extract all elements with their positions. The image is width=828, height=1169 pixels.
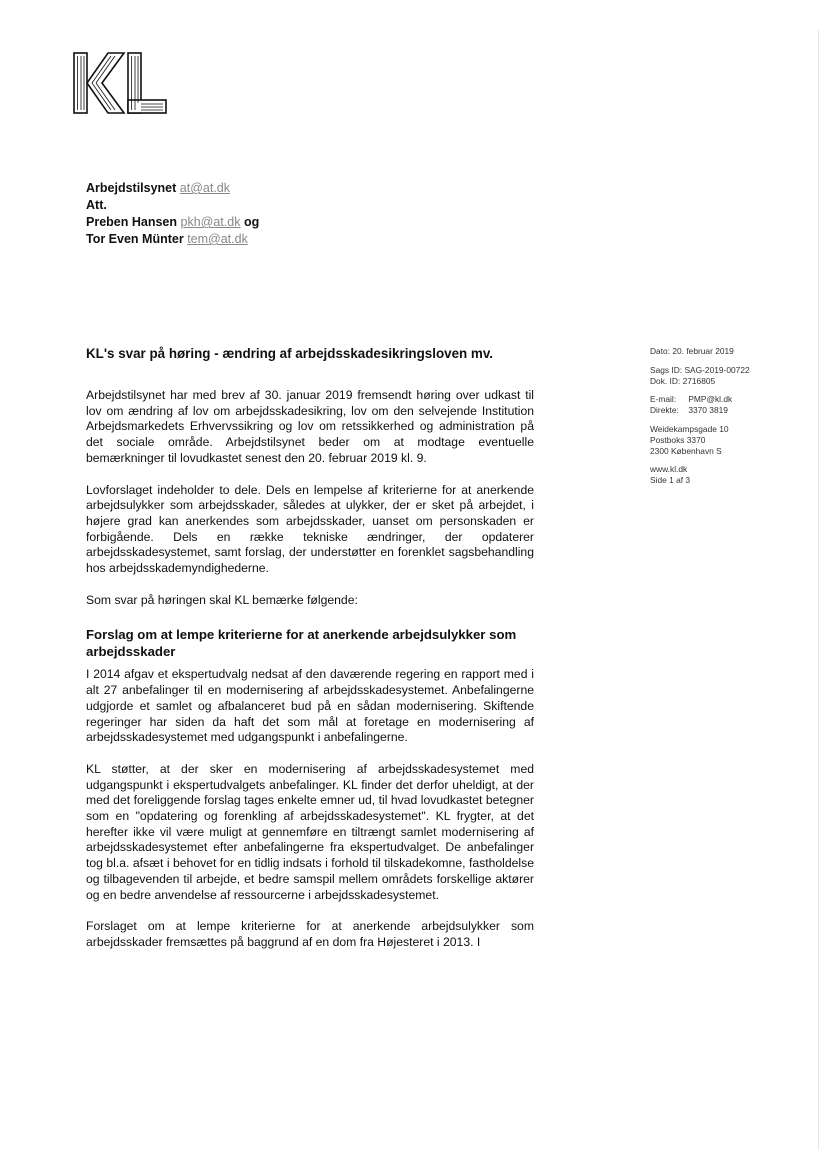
date-value: 20. februar 2019 <box>672 346 734 356</box>
direct-phone-value: 3370 3819 <box>688 405 728 416</box>
date-label: Dato: <box>650 346 671 356</box>
address-line-3: 2300 København S <box>650 445 722 456</box>
page-number: Side 1 af 3 <box>650 475 691 486</box>
email-label: E-mail: <box>650 394 677 405</box>
metadata-contact-group <box>650 394 750 416</box>
metadata-ids-group <box>650 365 750 387</box>
letter-body <box>86 388 534 967</box>
doc-id-value: 2716805 <box>682 375 716 386</box>
body-paragraph-5: KL støtter, at der sker en modernisering af arbejdsskadesystemet med udgangspunkt i ekspertudvalgets anbefalinger. KL finder det derfor uheldigt, at der med det foreliggende forslag tages enkelte emner ud, til hvad lovudkastet betegner som en "opdatering og forenkling af arbejdsskadesystemet". KL frygter, at det herefter ikke vil være muligt at gennemføre en tiltrængt samlet modernisering af arbejdsskadesystemet efter anbefalingerne fra ekspertudvalget. De anbefalinger tog bl.a. afsæt i behovet for en tidlig indsats i forhold til tilskadekomne, fastholdelse og tilbagevenden til arbejde, et bedre samspil mellem områdets forskellige aktører og en bedre anvendelse af ressourcerne i arbejdsskadesystemet. <box>86 761 534 902</box>
kl-logo <box>72 50 168 116</box>
case-id-label: Sags ID: <box>650 364 683 375</box>
doc-id-label: Dok. ID: <box>650 375 681 386</box>
metadata-web-group <box>650 464 750 486</box>
body-paragraph-1: Arbejdstilsynet har med brev af 30. januar 2019 fremsendt høring over udkast til lov om ændring af lov om arbejdsskadesikring, lov om den selvejende Institution Arbejdsmarkedets Erhvervssikring og lov om retssikkerhed og administration på det sociale område. Arbejdstilsynet beder om at modtage eventuelle bemærkninger til lovudkastet senest den 20. februar 2019 kl. 9. <box>86 388 534 465</box>
recipient-line-att: Att. <box>86 198 107 212</box>
website-link[interactable]: www.kl.dk <box>650 464 688 475</box>
recipient-org-name: Arbejdstilsynet <box>86 181 177 195</box>
recipient-person2-name: Tor Even Münter <box>86 232 184 246</box>
recipient-person1-email-link[interactable]: pkh@at.dk <box>180 215 241 229</box>
letter-title: KL's svar på høring - ændring af arbejdsskadesikringsloven mv. <box>86 346 494 361</box>
recipient-line-org <box>86 180 259 197</box>
address-line-1: Weidekampsgade 10 <box>650 423 729 434</box>
metadata-address-group <box>650 424 750 456</box>
recipient-org-email-link[interactable]: at@at.dk <box>179 181 231 195</box>
kl-logo-icon <box>72 50 168 116</box>
page-edge-line <box>818 30 819 1150</box>
recipient-person2-email-link[interactable]: tem@at.dk <box>187 232 248 246</box>
case-id-value: SAG-2019-00722 <box>684 364 750 375</box>
body-paragraph-2: Lovforslaget indeholder to dele. Dels en lempelse af kriterierne for at anerkende arbejdsulykker som arbejdsskader, således at ulykker, der er sket på arbejdet, i højere grad kan anerkendes som arbejdsskader, uanset om personskaden er forbigående. Dels en række tekniske ændringer, der opdaterer arbejdsskadesystemet, samt forslag, der understøtter en forenklet sagsbehandling hos arbejdsskademyndighederne. <box>86 482 534 576</box>
email-value[interactable]: PMP@kl.dk <box>688 394 733 405</box>
metadata-date-group <box>650 346 750 357</box>
recipient-line-person1 <box>86 214 259 231</box>
body-paragraph-3: Som svar på høringen skal KL bemærke følgende: <box>86 592 358 607</box>
recipient-block <box>86 180 259 248</box>
direct-phone-label: Direkte: <box>650 405 679 416</box>
recipient-line-person2 <box>86 231 259 248</box>
address-line-2: Postboks 3370 <box>650 434 706 445</box>
section-heading: Forslag om at lempe kriterierne for at anerkende arbejdsulykker som arbejdsskader <box>86 627 517 660</box>
letter-metadata-sidebar <box>650 346 750 494</box>
recipient-person1-name: Preben Hansen <box>86 215 178 229</box>
body-paragraph-6: Forslaget om at lempe kriterierne for at anerkende arbejdsulykker som arbejdsskader fremsættes på baggrund af en dom fra Højesteret i 2013. I <box>86 919 534 949</box>
recipient-conjunction: og <box>243 215 260 229</box>
body-paragraph-4: I 2014 afgav et ekspertudvalg nedsat af den daværende regering en rapport med i alt 27 anbefalinger til en modernisering af arbejdsskadesystemet. Anbefalingerne udgjorde et samlet og afbalanceret bud på en sådan modernisering. Skiftende regeringer har siden da haft det som mål at foretage en modernisering af arbejdsskadesystemet med udgangspunkt i anbefalingerne. <box>86 667 534 745</box>
